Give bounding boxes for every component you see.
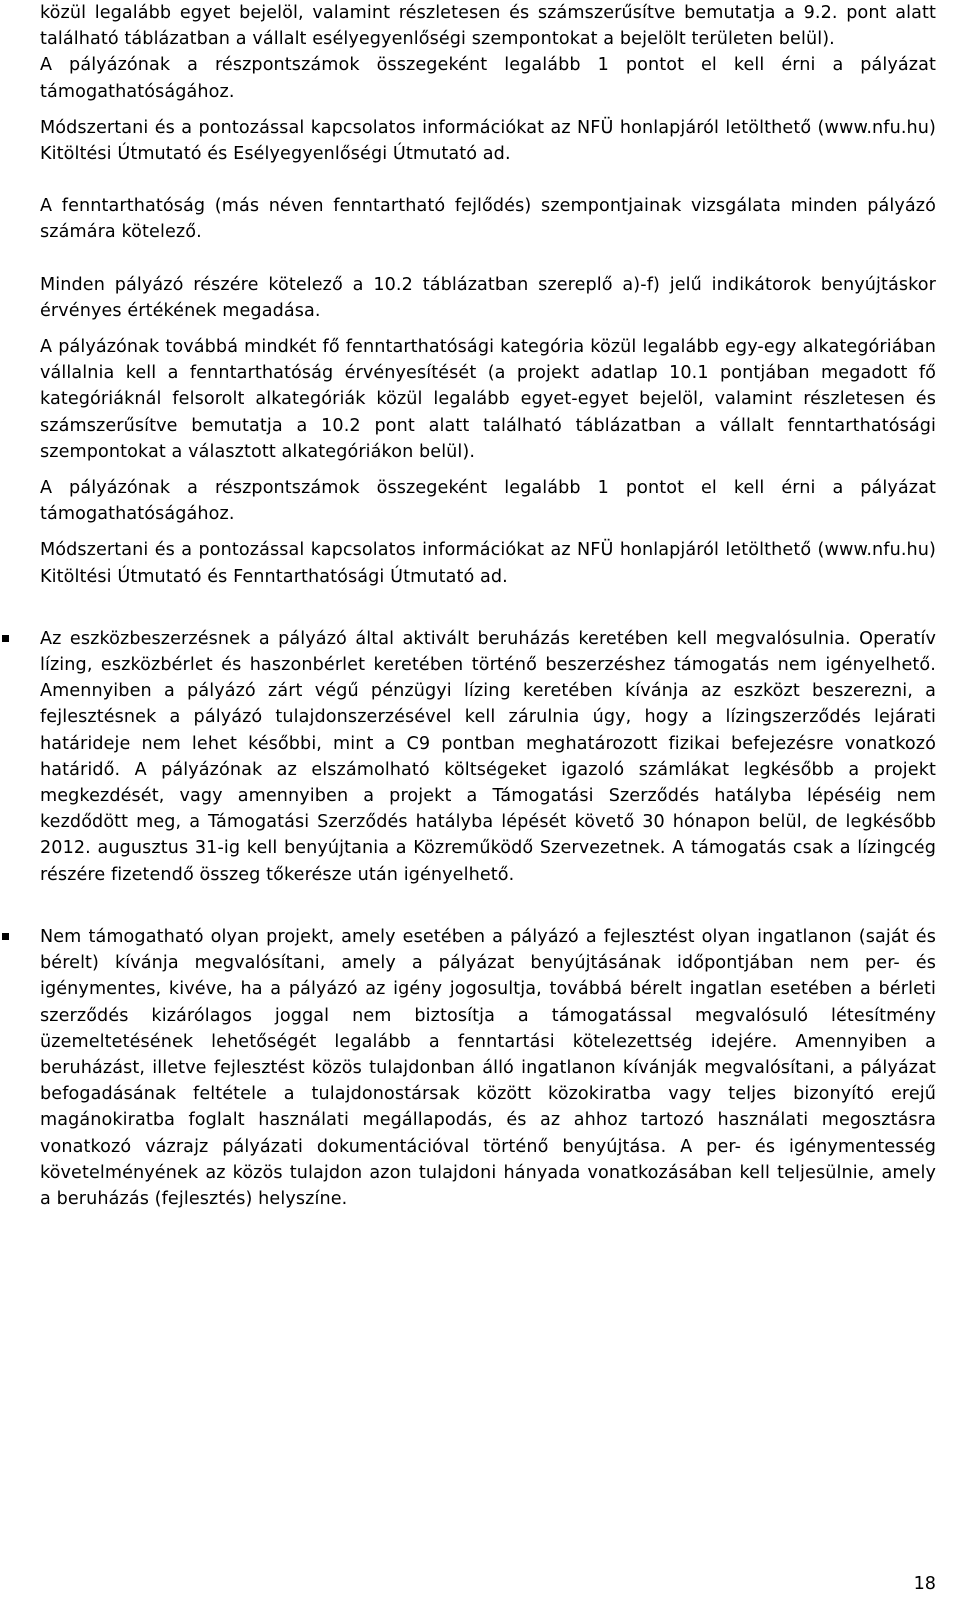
paragraph-sustainability-methodology: Módszertani és a pontozással kapcsolatos információkat az NFÜ honlapjáról letölthető (www.nfu.hu) Kitöltési Útmutató és Fenntarthatósági Útmutató ad. xyxy=(40,540,936,587)
paragraph-sustainability-mandatory: A fenntarthatóság (más néven fenntartható fejlődés) szempontjainak vizsgálata minden pályázó számára kötelező. xyxy=(40,196,936,243)
bullet-text-equipment-purchase: Az eszközbeszerzésnek a pályázó által aktivált beruházás keretében kell megvalósulnia. Operatív lízing, eszközbérlet és haszonbérlet keretében történő beszerzéshez támogatás nem igényelhető. Amennyiben a pályázó zárt végű pénzügyi lízing keretében kívánja az eszközt beszerezni, a fejlesztésnek a pályázó tulajdonszerzésével kell zárulnia úgy, hogy a lízingszerződés lejárati határideje nem lehet későbbi, mint a C9 pontban meghatározott fizikai befejezésre vonatkozó határidő. A pályázónak az elszámolható költségeket igazoló számlákat legkésőbb a projekt megkezdését, vagy amennyiben a projekt a Támogatási Szerződés hatályba lépéséig nem kezdődött meg, a Támogatási Szerződés hatályba lépését követő 30 hónapon belül, de legkésőbb 2012. augusztus 31-ig kell benyújtania a Közreműködő Szervezetnek. A támogatás csak a lízingcég részére fizetendő összeg tőkerésze után igényelhető. xyxy=(40,628,936,885)
paragraph-equal-opportunity-minimum-score: A pályázónak a részpontszámok összegeként legalább 1 pontot el kell érni a pályázat támogathatóságához. xyxy=(40,55,936,102)
document-body xyxy=(40,0,936,1212)
bullet-item-property-conditions xyxy=(40,924,936,1212)
paragraph-sustainability-subcategories: A pályázónak továbbá mindkét fő fenntarthatósági kategória közül legalább egy-egy alkategóriában vállalnia kell a fenntarthatóság érvényesítését (a projekt adatlap 10.1 pontjában megadott fő kategóriáknál felsorolt alkategóriák közül legalább egyet-egyet bejelöl, valamint részletesen és számszerűsítve bemutatja a 10.2 pont alatt található táblázatban a vállalt fenntarthatósági szempontokat a választott alkategóriákon belül). xyxy=(40,337,936,462)
square-bullet-icon xyxy=(2,933,9,940)
square-bullet-icon xyxy=(2,635,9,642)
paragraph-equal-opportunity-continuation: közül legalább egyet bejelöl, valamint részletesen és számszerűsítve bemutatja a 9.2. pont alatt található táblázatban a vállalt esélyegyenlőségi szempontokat a bejelölt területen belül). xyxy=(40,3,936,50)
bullet-item-equipment-purchase xyxy=(40,626,936,888)
paragraph-indicators-mandatory: Minden pályázó részére kötelező a 10.2 táblázatban szereplő a)-f) jelű indikátorok benyújtáskor érvényes értékének megadása. xyxy=(40,274,936,321)
page-number: 18 xyxy=(913,1574,936,1594)
paragraph-equal-opportunity-methodology: Módszertani és a pontozással kapcsolatos információkat az NFÜ honlapjáról letölthető (www.nfu.hu) Kitöltési Útmutató és Esélyegyenlőségi Útmutató ad. xyxy=(40,117,936,165)
paragraph-sustainability-minimum-score: A pályázónak a részpontszámok összegeként legalább 1 pontot el kell érni a pályázat támogathatóságához. xyxy=(40,478,936,525)
bullet-text-property-conditions: Nem támogatható olyan projekt, amely esetében a pályázó a fejlesztést olyan ingatlanon (saját és bérelt) kívánja megvalósítani, amely a pályázat benyújtásának időpontjában nem per- és igénymentes, kivéve, ha a pályázó az igény jogosultja, továbbá bérelt ingatlan esetében a bérleti szerződés kizárólagos joggal nem biztosítja a támogatással megvalósuló létesítmény üzemeltetésének lehetőségét legalább a fenntartási kötelezettség idejére. Amennyiben a beruházást, illetve fejlesztést közös tulajdonban álló ingatlanon kívánják megvalósítani, a pályázat befogadásának feltétele a tulajdonostársak között közokiratba vagy teljes bizonyító erejű magánokiratba foglalt használati megállapodás, és az ahhoz tartozó használati megosztásra vonatkozó vázrajz pályázati dokumentációval történő benyújtása. A per- és igénymentesség követelményének az közös tulajdon azon tulajdoni hányada vonatkozásában kell teljesülnie, amely a beruházás (fejlesztés) helyszíne. xyxy=(40,926,936,1209)
